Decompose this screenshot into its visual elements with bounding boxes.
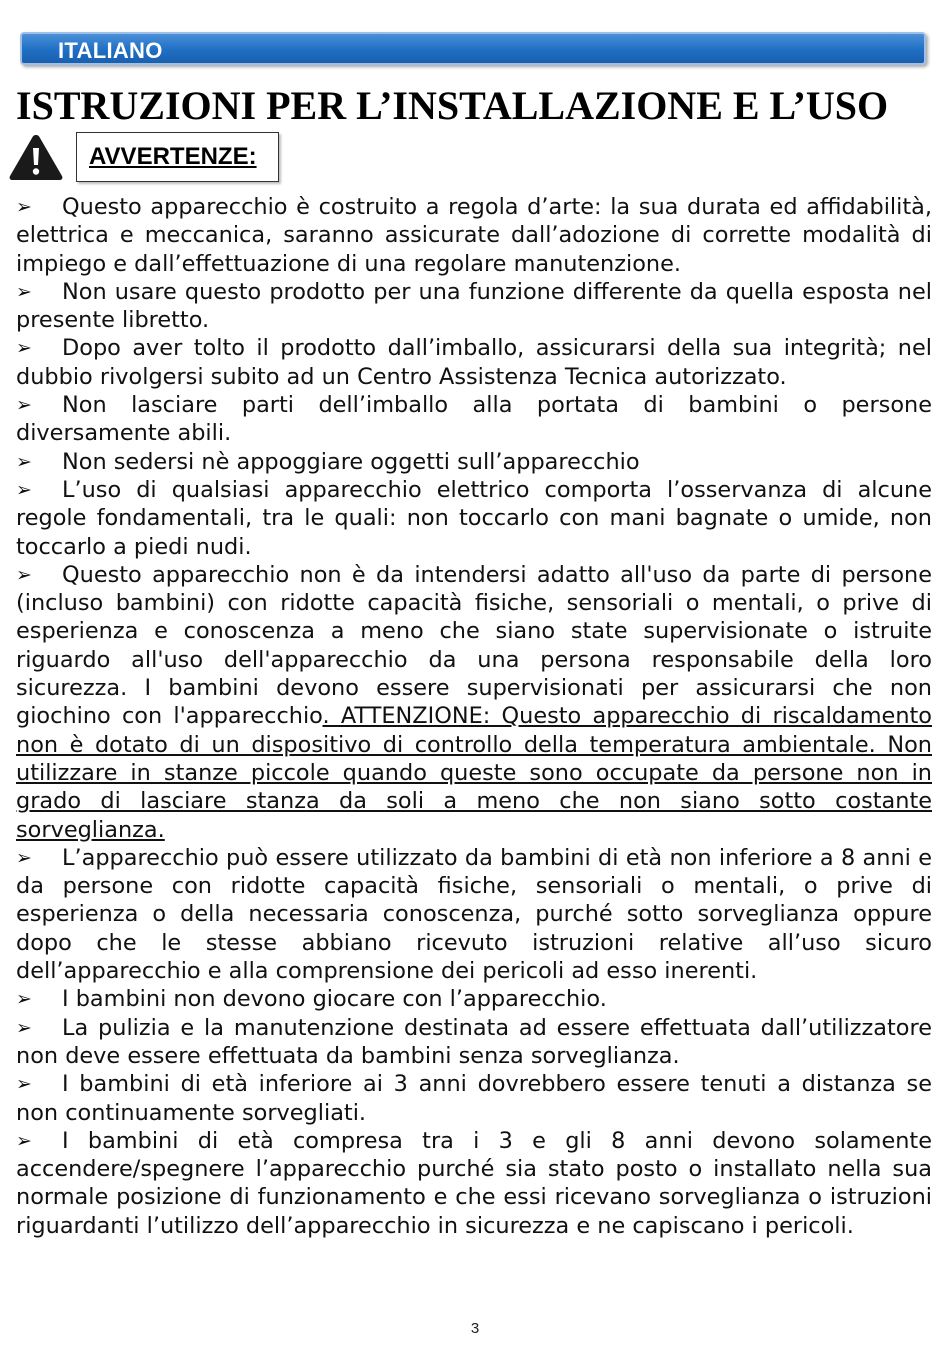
bullet-arrow-icon: ➢ [16, 337, 32, 360]
bullet-arrow-icon: ➢ [16, 1129, 32, 1152]
list-item [16, 1070, 932, 1127]
list-item-text: I bambini non devono giocare con l’apparecchio. [62, 986, 607, 1013]
bullet-arrow-icon: ➢ [16, 846, 32, 869]
page-title: ISTRUZIONI PER L’INSTALLAZIONE E L’USO [16, 83, 889, 128]
bullet-arrow-icon: ➢ [16, 1016, 32, 1039]
bullet-arrow-icon: ➢ [16, 563, 32, 586]
list-item-text: La pulizia e la manutenzione destinata ad essere effettuata dall’utilizzatore non deve essere effettuata da bambini senza sorveglianza. [16, 1014, 932, 1069]
list-item-text: Questo apparecchio non è da intendersi adatto all'uso da parte di persone (incluso bambini) con ridotte capacità fisiche, sensoriali o mentali, o prive di esperienza e conoscenza a meno che siano state supervisionate o istruite riguardo all'uso dell'apparecchio da una persona responsabile della loro sicurezza. I bambini devono essere supervisionati per assicurarsi che non giochino con l'apparecchio [16, 561, 932, 730]
bullet-arrow-icon: ➢ [16, 280, 32, 303]
list-item [16, 448, 932, 476]
list-item-text: L’apparecchio può essere utilizzato da bambini di età non inferiore a 8 anni e da persone con ridotte capacità fisiche, sensoriali o mentali, o prive di esperienza o della necessaria conoscenza, purché sotto sorveglianza oppure dopo che le stesse abbiano ricevuto istruzioni relative all’uso sicuro dell’apparecchio e alla comprensione dei pericoli ad esso inerenti. [16, 844, 932, 985]
warnings-heading: AVVERTENZE: [89, 143, 257, 170]
list-item [16, 844, 932, 985]
list-item-text: L’uso di qualsiasi apparecchio elettrico comporta l’osservanza di alcune regole fondamentali, tra le quali: non toccarlo con mani bagnate o umide, non toccarlo a piedi nudi. [16, 476, 932, 560]
list-item [16, 476, 932, 561]
list-item [16, 985, 932, 1013]
bullet-arrow-icon: ➢ [16, 478, 32, 501]
bullet-arrow-icon: ➢ [16, 196, 32, 218]
attention-notice: . ATTENZIONE: Questo apparecchio di riscaldamento non è dotato di un dispositivo di controllo della temperatura ambientale. Non utilizzare in stanze piccole quando queste sono occupate da persone non in grado di lasciare stanza da soli a meno che non siano sotto costante sorveglianza. [16, 703, 932, 843]
bullet-arrow-icon: ➢ [16, 450, 32, 473]
list-item [16, 1127, 932, 1240]
page-number: 3 [470, 1320, 480, 1337]
warning-triangle-icon [8, 132, 64, 182]
list-item [16, 391, 932, 448]
warnings-heading-box [76, 132, 279, 182]
list-item-text: Non usare questo prodotto per una funzione differente da quella esposta nel presente libretto. [16, 278, 932, 334]
list-item [16, 193, 932, 278]
list-item-text: Non lasciare parti dell’imballo alla portata di bambini o persone diversamente abili. [16, 392, 932, 447]
bullet-arrow-icon: ➢ [16, 988, 32, 1011]
list-item-text: Dopo aver tolto il prodotto dall’imballo, assicurarsi della sua integrità; nel dubbio rivolgersi subito ad un Centro Assistenza Tecnica autorizzato. [16, 335, 932, 390]
list-item-text: Non sedersi nè appoggiare oggetti sull’apparecchio [62, 448, 640, 475]
language-label: ITALIANO [58, 38, 163, 63]
list-item-text: I bambini di età inferiore ai 3 anni dovrebbero essere tenuti a distanza se non continuamente sorvegliati. [16, 1071, 932, 1126]
list-item [16, 278, 932, 335]
bullet-arrow-icon: ➢ [16, 394, 32, 417]
bullet-arrow-icon: ➢ [16, 1073, 32, 1096]
instructions-list [16, 193, 932, 1240]
list-item-children-warning [16, 561, 932, 844]
list-item [16, 1014, 932, 1071]
language-banner [20, 32, 926, 65]
list-item [16, 334, 932, 391]
list-item-text: I bambini di età compresa tra i 3 e gli 8 anni devono solamente accendere/spegnere l’apparecchio purché sia stato posto o installato nella sua normale posizione di funzionamento e che essi ricevano sorveglianza o istruzioni riguardanti l’utilizzo dell’apparecchio in sicurezza e ne capiscano i pericoli. [16, 1127, 932, 1239]
list-item-text: Questo apparecchio è costruito a regola d’arte: la sua durata ed affidabilità, elettrica e meccanica, saranno assicurate dall’adozione di corrette modalità di impiego e dall’effettuazione di una regolare manutenzione. [16, 194, 932, 277]
